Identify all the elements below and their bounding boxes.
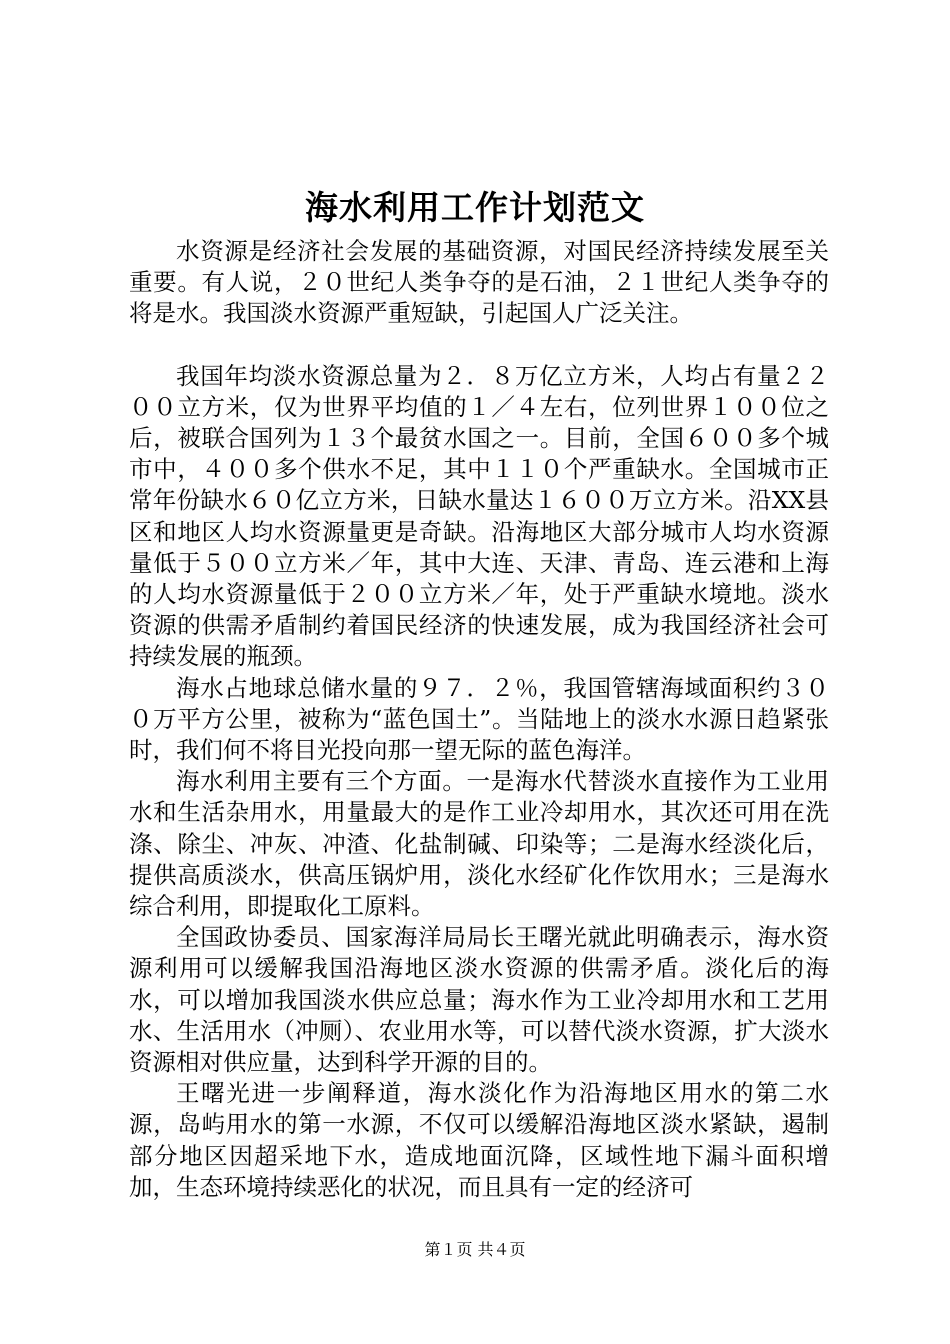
- paragraph-4: 海水利用主要有三个方面。一是海水代替淡水直接作为工业用水和生活杂用水，用量最大的是作工业冷却用水，其次还可用在洗涤、除尘、冲灰、冲渣、化盐制碱、印染等；二是海水经淡化后，提供高质淡水，供高压锅炉用，淡化水经矿化作饮用水；三是海水综合利用，即提取化工原料。: [129, 767, 829, 921]
- paragraph-1: 水资源是经济社会发展的基础资源，对国民经济持续发展至关重要。有人说，２０世纪人类争夺的是石油，２１世纪人类争夺的将是水。我国淡水资源严重短缺，引起国人广泛关注。: [129, 237, 829, 328]
- document-body: [129, 236, 829, 1203]
- paragraph-2: 我国年均淡水资源总量为２．８万亿立方米，人均占有量２２００立方米，仅为世界平均值的１／４左右，位列世界１００位之后，被联合国列为１３个最贫水国之一。目前，全国６００多个城市中，４００多个供水不足，其中１１０个严重缺水。全国城市正常年份缺水６０亿立方米，日缺水量达１６００万立方米。沿XX县区和地区人均水资源量更是奇缺。沿海地区大部分城市人均水资源量低于５００立方米／年，其中大连、天津、青岛、连云港和上海的人均水资源量低于２００立方米／年，处于严重缺水境地。淡水资源的供需矛盾制约着国民经济的快速发展，成为我国经济社会可持续发展的瓶颈。: [129, 361, 829, 671]
- paragraph-6: 王曙光进一步阐释道，海水淡化作为沿海地区用水的第二水源，岛屿用水的第一水源，不仅可以缓解沿海地区淡水紧缺，遏制部分地区因超采地下水，造成地面沉降，区域性地下漏斗面积增加，生态环境持续恶化的状况，而且具有一定的经济可: [129, 1079, 829, 1201]
- paragraph-5: 全国政协委员、国家海洋局局长王曙光就此明确表示，海水资源利用可以缓解我国沿海地区淡水资源的供需矛盾。淡化后的海水，可以增加我国淡水供应总量；海水作为工业冷却用水和工艺用水、生活用水（冲厕）、农业用水等，可以替代淡水资源，扩大淡水资源相对供应量，达到科学开源的目的。: [129, 923, 829, 1077]
- document-title: 海水利用工作计划范文: [305, 188, 645, 227]
- page-number-footer: 第１页 共４页: [424, 1240, 526, 1259]
- paragraph-3: 海水占地球总储水量的９７．２％，我国管辖海域面积约３００万平方公里，被称为“蓝色国土”。当陆地上的淡水水源日趋紧张时，我们何不将目光投向那一望无际的蓝色海洋。: [129, 673, 829, 765]
